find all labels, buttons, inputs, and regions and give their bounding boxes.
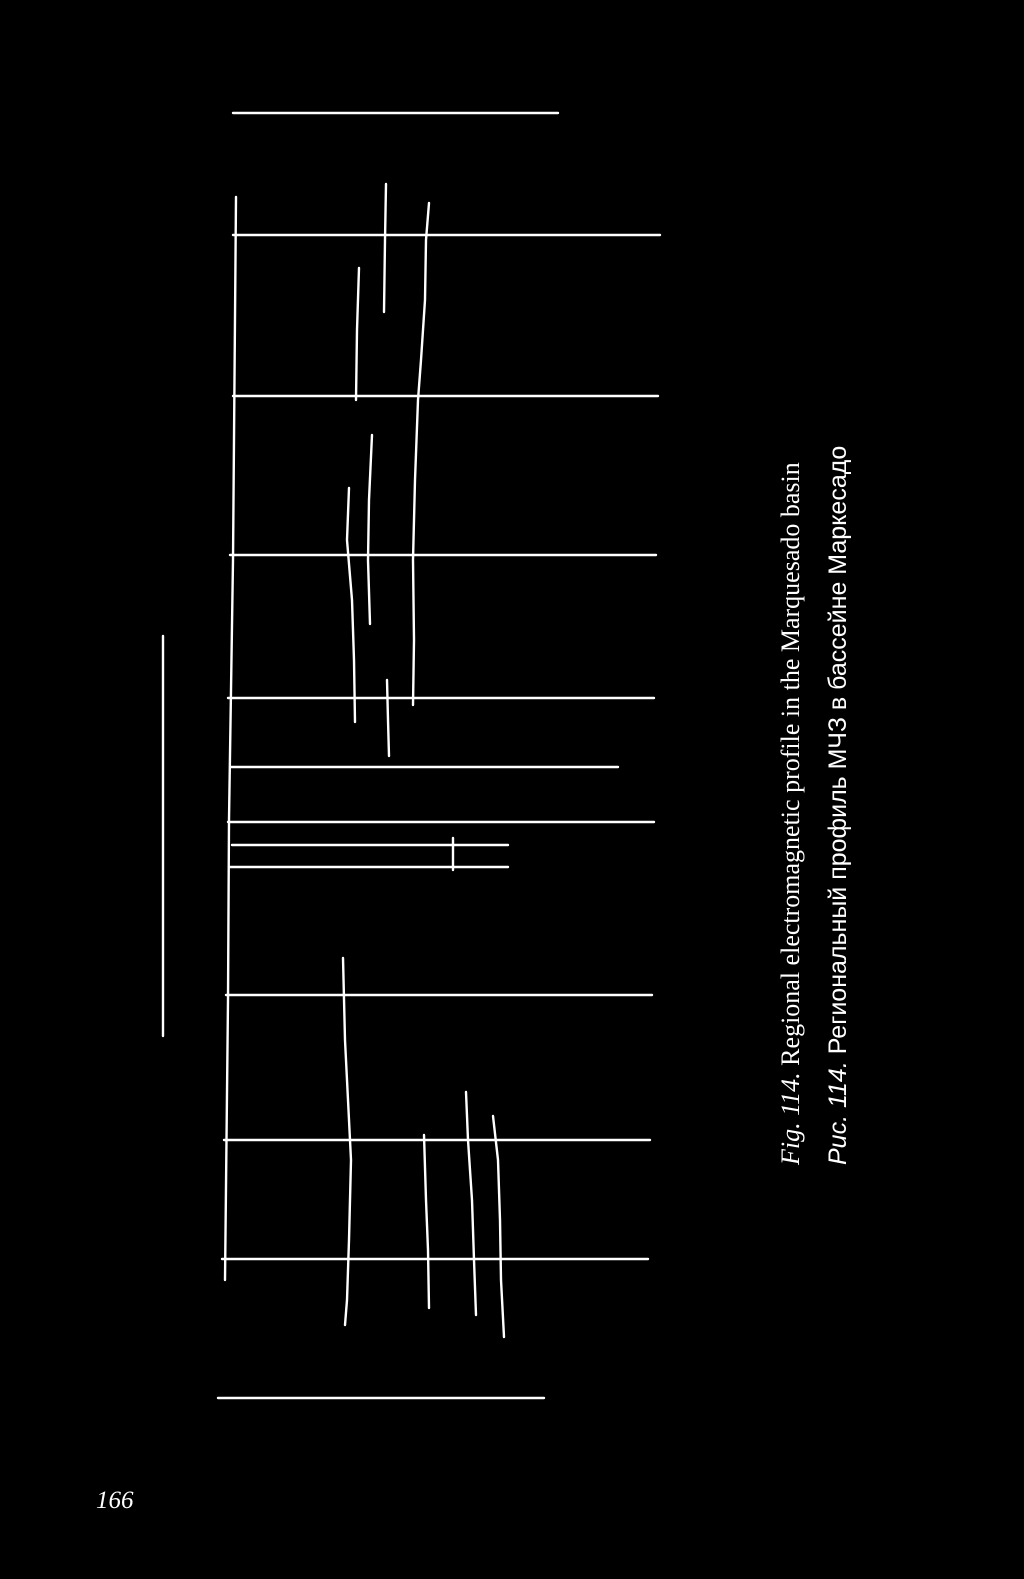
curve-trace-j	[493, 1116, 504, 1337]
curve-trace-h	[424, 1135, 429, 1308]
figure-caption-text-english: Regional electromagnetic profile in the Marquesado basin	[776, 462, 805, 1066]
figure-label-russian: Рис. 114.	[824, 1061, 852, 1165]
figure-caption-russian	[826, 446, 851, 1165]
curve-trace-e	[347, 488, 355, 722]
figure-label-english: Fig. 114.	[776, 1072, 805, 1165]
curve-trace-b	[413, 203, 429, 705]
curve-trace-g	[343, 958, 351, 1325]
page-number: 166	[96, 1487, 134, 1514]
profile-axis-line	[225, 197, 236, 1280]
curve-trace-a	[384, 184, 386, 312]
curve-trace-c	[356, 268, 359, 400]
curve-trace-f	[387, 680, 389, 756]
curve-trace-i	[466, 1092, 476, 1315]
curve-trace-d	[368, 435, 372, 624]
figure-caption-english	[778, 462, 804, 1165]
figure-caption-text-russian: Региональный профиль МЧЗ в бассейне Маркесадо	[824, 445, 852, 1055]
